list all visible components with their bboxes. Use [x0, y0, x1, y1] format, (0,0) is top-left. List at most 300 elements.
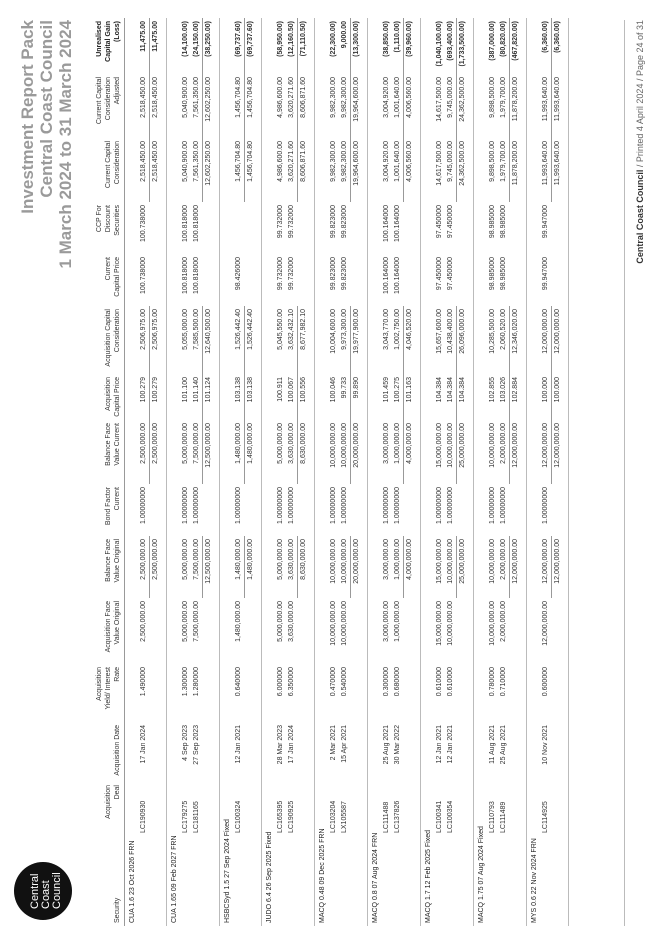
- table-cell: [434, 836, 445, 926]
- table-cell: 4,986,600.00: [277, 77, 284, 118]
- table-cell: 11,475.00: [150, 18, 165, 74]
- table-cell: 1.00000000: [182, 487, 189, 524]
- security-group-row: [167, 18, 181, 926]
- table-cell: [351, 782, 366, 836]
- table-cell: 15 Apr 2021: [341, 725, 348, 763]
- table-cell: 5,000,000.00: [277, 423, 284, 464]
- table-cell: 5,040,900.00: [182, 141, 189, 182]
- security-total-row: [351, 18, 366, 926]
- table-cell: [167, 18, 181, 74]
- table-cell: 9,898,500.00: [489, 141, 496, 182]
- table-cell: [203, 202, 218, 254]
- table-cell: [566, 74, 569, 138]
- deal-row: [138, 18, 150, 926]
- table-cell: 97.450000: [436, 257, 443, 291]
- table-cell: 11,878,200.00: [510, 74, 525, 138]
- table-cell: 19,964,600.00: [351, 138, 366, 202]
- table-cell: [368, 254, 382, 306]
- table-cell: [298, 484, 313, 536]
- table-cell: [351, 722, 366, 782]
- table-cell: [421, 74, 435, 138]
- table-cell: 8,630,000.00: [298, 536, 313, 598]
- securities-table: [95, 18, 569, 926]
- table-cell: [552, 836, 567, 926]
- table-cell: [262, 598, 276, 664]
- security-total-row: [404, 18, 419, 926]
- table-cell: 1,000,000.00: [394, 423, 401, 464]
- table-cell: [262, 18, 276, 74]
- table-cell: 100.000: [542, 377, 549, 403]
- table-cell: 2,500,000.00: [140, 539, 147, 580]
- table-cell: [510, 664, 525, 722]
- table-cell: [167, 306, 181, 374]
- table-cell: 10,000,000.00: [447, 423, 454, 468]
- table-cell: (58,950.00): [277, 21, 284, 57]
- table-cell: 101.124: [203, 374, 218, 420]
- security-name: MACQ 1.75 07 Aug 2024 Fixed: [478, 826, 485, 923]
- table-cell: 101.163: [404, 374, 419, 420]
- table-cell: 2,000,000.00: [500, 601, 507, 642]
- table-cell: 4,006,560.00: [404, 74, 419, 138]
- table-cell: 10 Nov 2021: [542, 725, 549, 765]
- table-cell: LC190930: [140, 800, 147, 833]
- security-name: HSBCSyd 1.5 27 Sep 2024 Fixed: [224, 819, 231, 923]
- table-cell: [315, 664, 329, 722]
- table-cell: [510, 722, 525, 782]
- security-group-row: [474, 18, 488, 926]
- table-cell: [368, 138, 382, 202]
- table-cell: [245, 598, 260, 664]
- column-header: Acquisition Yield/ Interest Rate: [95, 664, 125, 722]
- table-cell: 10,000,000.00: [341, 601, 348, 646]
- column-header: Current Capital Consideration Adjusted: [95, 74, 125, 138]
- table-cell: [262, 74, 276, 138]
- table-cell: 30 Mar 2022: [394, 725, 401, 765]
- deal-row: [381, 18, 392, 926]
- table-cell: [474, 664, 488, 722]
- table-cell: [368, 18, 382, 74]
- table-cell: [474, 306, 488, 374]
- security-name: MACQ 0.48 09 Dec 2025 FRN: [319, 828, 326, 923]
- table-cell: [167, 664, 181, 722]
- security-name: JUDO 6.4 26 Sep 2025 Fixed: [266, 831, 273, 923]
- table-cell: 1.00000000: [447, 487, 454, 524]
- table-cell: 1.490000: [140, 667, 147, 697]
- table-cell: 1.00000000: [140, 487, 147, 524]
- table-cell: [421, 484, 435, 536]
- table-cell: [368, 306, 382, 374]
- column-header: Current Capital Price: [95, 254, 125, 306]
- table-cell: [421, 598, 435, 664]
- table-cell: 100.164000: [394, 205, 401, 242]
- table-cell: [138, 836, 150, 926]
- table-cell: 100.818000: [182, 257, 189, 294]
- table-cell: [315, 202, 329, 254]
- deal-row: [233, 18, 245, 926]
- table-cell: 1,000,000.00: [394, 601, 401, 642]
- table-cell: [167, 484, 181, 536]
- table-cell: 100.279: [140, 377, 147, 403]
- table-cell: 2,518,450.00: [150, 138, 165, 202]
- table-cell: 4,006,560.00: [404, 138, 419, 202]
- table-cell: 102.855: [489, 377, 496, 403]
- table-cell: 10,000,000.00: [330, 601, 337, 646]
- table-cell: 1.300000: [182, 667, 189, 697]
- security-group-row: [125, 18, 139, 926]
- table-cell: 2,000,000.00: [500, 539, 507, 580]
- table-cell: 2,500,000.00: [140, 601, 147, 642]
- table-cell: [167, 74, 181, 138]
- table-cell: (6,360.00): [542, 21, 549, 53]
- table-cell: 100.000: [552, 374, 567, 420]
- table-cell: [203, 836, 218, 926]
- table-cell: 0.610000: [436, 667, 443, 697]
- table-cell: 99.947000: [542, 205, 549, 239]
- table-cell: 10,000,000.00: [330, 423, 337, 468]
- table-cell: 103.138: [245, 374, 260, 420]
- table-cell: [220, 374, 234, 420]
- table-cell: [566, 18, 569, 74]
- footer-divider: [624, 20, 625, 926]
- table-cell: 15,657,600.00: [436, 309, 443, 354]
- table-cell: 1.00000000: [394, 487, 401, 524]
- table-cell: 11,993,640.00: [552, 138, 567, 202]
- table-cell: LC100354: [447, 800, 454, 833]
- table-cell: 0.680000: [394, 667, 401, 697]
- deal-row: [487, 18, 498, 926]
- logo-word-2: Coast: [40, 880, 52, 909]
- table-cell: 99.890: [351, 374, 366, 420]
- security-total-row: [245, 18, 260, 926]
- table-cell: 2,518,450.00: [150, 74, 165, 138]
- table-cell: (24,150.00): [193, 21, 200, 57]
- table-cell: 25,000,000.00: [457, 536, 472, 598]
- table-cell: [167, 536, 181, 598]
- table-cell: 12 Jan 2021: [436, 725, 443, 764]
- table-cell: (71,110.50): [298, 18, 313, 74]
- table-cell: [368, 74, 382, 138]
- table-cell: 3,630,000.00: [288, 601, 295, 642]
- table-cell: [421, 138, 435, 202]
- security-total-row: [150, 18, 165, 926]
- table-cell: 14,617,500.00: [436, 141, 443, 186]
- table-cell: 0.610000: [447, 667, 454, 697]
- table-cell: 12,000,000.00: [510, 536, 525, 598]
- table-cell: [167, 420, 181, 484]
- table-cell: (80,820.00): [500, 21, 507, 57]
- table-cell: 100.556: [298, 374, 313, 420]
- table-cell: [220, 254, 234, 306]
- footer-organisation: Central Coast Council: [635, 169, 645, 264]
- table-cell: 5,000,000.00: [277, 601, 284, 642]
- table-cell: 2,500,000.00: [140, 423, 147, 464]
- table-cell: 99.823000: [330, 205, 337, 239]
- deal-row: [328, 18, 339, 926]
- table-cell: [404, 598, 419, 664]
- table-cell: 1,526,442.40: [245, 306, 260, 374]
- table-cell: (38,250.00): [203, 18, 218, 74]
- table-cell: (13,300.00): [351, 18, 366, 74]
- table-cell: [566, 374, 569, 420]
- table-cell: (1,733,500.00): [457, 18, 472, 74]
- security-total-row: [510, 18, 525, 926]
- table-cell: [566, 202, 569, 254]
- section-divider: [566, 18, 569, 926]
- table-cell: 2,000,000.00: [500, 423, 507, 464]
- table-cell: [191, 836, 203, 926]
- table-cell: 28 Mar 2023: [277, 725, 284, 765]
- table-cell: [474, 18, 488, 74]
- table-cell: [315, 74, 329, 138]
- table-cell: [203, 254, 218, 306]
- table-cell: 99.947000: [542, 257, 549, 291]
- table-cell: 1,979,700.00: [500, 141, 507, 182]
- table-cell: 24,362,500.00: [457, 74, 472, 138]
- table-cell: 7,500,000.00: [193, 601, 200, 642]
- report-organisation: Central Coast Council: [37, 20, 56, 198]
- table-cell: 10,004,600.00: [330, 309, 337, 354]
- table-cell: 25 Aug 2021: [500, 725, 507, 765]
- table-cell: 9,000.00: [341, 21, 348, 49]
- table-cell: [552, 484, 567, 536]
- table-cell: 1,000,000.00: [394, 539, 401, 580]
- table-header-row: [95, 18, 125, 926]
- table-cell: [368, 536, 382, 598]
- table-cell: [298, 598, 313, 664]
- table-cell: [315, 420, 329, 484]
- table-cell: 3,630,000.00: [288, 539, 295, 580]
- column-header: Acquisition Capital Consideration: [95, 306, 125, 374]
- table-cell: 3,632,432.10: [288, 309, 295, 350]
- table-cell: [510, 782, 525, 836]
- table-cell: 12,640,500.00: [203, 306, 218, 374]
- table-cell: [315, 536, 329, 598]
- table-cell: [167, 254, 181, 306]
- table-cell: 4,000,000.00: [404, 536, 419, 598]
- table-cell: [510, 202, 525, 254]
- table-cell: [474, 536, 488, 598]
- table-cell: [220, 598, 234, 664]
- column-header: Current Capital Consideration: [95, 138, 125, 202]
- security-total-row: [203, 18, 218, 926]
- deal-row: [286, 18, 298, 926]
- table-cell: 7,500,000.00: [193, 423, 200, 464]
- table-cell: 104.384: [447, 377, 454, 403]
- security-name: MACQ 1.7 12 Feb 2025 Fixed: [425, 830, 432, 923]
- table-cell: 102.884: [510, 374, 525, 420]
- table-cell: 19,964,600.00: [351, 74, 366, 138]
- table-cell: [527, 598, 541, 664]
- table-cell: 12 Jan 2021: [447, 725, 454, 764]
- table-cell: 24,362,500.00: [457, 138, 472, 202]
- table-cell: 12,000,000.00: [510, 420, 525, 484]
- footer-print-info: / Printed 4 April 2024 / Page 24 of 31: [635, 20, 645, 170]
- table-cell: LC110793: [489, 801, 496, 833]
- table-cell: 1,001,640.00: [394, 77, 401, 118]
- table-cell: [220, 420, 234, 484]
- table-cell: 1.280000: [193, 667, 200, 697]
- table-cell: [404, 836, 419, 926]
- table-cell: 5,000,000.00: [182, 423, 189, 464]
- table-cell: 97.450000: [436, 205, 443, 239]
- table-cell: 3,043,770.00: [383, 309, 390, 350]
- table-cell: [262, 484, 276, 536]
- deal-row: [191, 18, 203, 926]
- table-cell: 1.00000000: [542, 487, 549, 524]
- table-cell: 1,456,704.80: [245, 138, 260, 202]
- table-cell: 100.067: [288, 377, 295, 403]
- table-cell: 10,000,000.00: [447, 601, 454, 646]
- table-cell: 4,986,600.00: [277, 141, 284, 182]
- table-cell: 7,585,500.00: [193, 309, 200, 350]
- table-cell: 10,000,000.00: [489, 539, 496, 584]
- table-cell: [474, 74, 488, 138]
- table-cell: [245, 202, 260, 254]
- table-cell: [150, 202, 165, 254]
- table-cell: 1.00000000: [235, 487, 242, 524]
- table-cell: [315, 254, 329, 306]
- table-cell: 98.985000: [500, 257, 507, 291]
- table-cell: 1,002,750.00: [394, 309, 401, 350]
- table-cell: [498, 836, 510, 926]
- table-cell: 12,602,250.00: [203, 74, 218, 138]
- table-cell: 11,993,640.00: [542, 141, 549, 186]
- deal-row: [540, 18, 552, 926]
- table-cell: 12,602,250.00: [203, 138, 218, 202]
- table-cell: [552, 664, 567, 722]
- table-cell: 12,000,000.00: [542, 539, 549, 584]
- table-cell: 2,500,000.00: [150, 420, 165, 484]
- table-cell: [220, 18, 234, 74]
- table-cell: [220, 484, 234, 536]
- table-cell: 17 Jan 2024: [140, 725, 147, 764]
- table-cell: [275, 836, 286, 926]
- table-cell: LX105587: [341, 801, 348, 833]
- table-cell: [339, 836, 351, 926]
- table-cell: [315, 374, 329, 420]
- table-cell: [457, 254, 472, 306]
- table-cell: 7,561,350.00: [193, 141, 200, 182]
- table-cell: 12 Jan 2021: [235, 725, 242, 764]
- table-cell: 1,456,704.80: [245, 74, 260, 138]
- table-cell: [474, 374, 488, 420]
- table-cell: 1.00000000: [436, 487, 443, 524]
- table-cell: 8,677,982.10: [298, 306, 313, 374]
- table-cell: [566, 598, 569, 664]
- table-cell: [203, 782, 218, 836]
- table-cell: [233, 836, 245, 926]
- table-cell: 3,000,000.00: [383, 601, 390, 642]
- table-cell: [566, 420, 569, 484]
- table-cell: 11,993,640.00: [552, 74, 567, 138]
- table-cell: 1.00000000: [193, 487, 200, 524]
- report-header: [18, 20, 75, 269]
- table-cell: 0.540000: [341, 667, 348, 697]
- table-cell: (14,100.00): [182, 21, 189, 57]
- table-cell: LC100341: [436, 800, 443, 833]
- table-cell: [527, 202, 541, 254]
- table-cell: 6.000000: [277, 667, 284, 697]
- table-cell: 98.985000: [489, 257, 496, 291]
- table-cell: 1,001,640.00: [394, 141, 401, 182]
- table-cell: 1.00000000: [330, 487, 337, 524]
- table-cell: [368, 202, 382, 254]
- deal-row: [275, 18, 286, 926]
- table-cell: [245, 782, 260, 836]
- table-cell: [381, 836, 392, 926]
- table-cell: 9,973,300.00: [341, 309, 348, 350]
- table-cell: [167, 598, 181, 664]
- table-cell: 4 Sep 2023: [182, 725, 189, 761]
- table-cell: [245, 836, 260, 926]
- table-cell: 7,500,000.00: [193, 539, 200, 580]
- table-cell: [125, 536, 139, 598]
- table-cell: (39,960.00): [404, 18, 419, 74]
- deal-row: [434, 18, 445, 926]
- table-cell: [315, 138, 329, 202]
- table-cell: [552, 782, 567, 836]
- table-cell: 8,606,871.60: [298, 74, 313, 138]
- table-cell: 1,480,000.00: [235, 423, 242, 464]
- security-group-row: [220, 18, 234, 926]
- table-cell: [474, 138, 488, 202]
- table-cell: [180, 836, 191, 926]
- table-cell: (69,737.60): [245, 18, 260, 74]
- table-cell: 97.450000: [447, 205, 454, 239]
- table-cell: 1,480,000.00: [235, 601, 242, 642]
- table-cell: 1.00000000: [341, 487, 348, 524]
- table-cell: [245, 722, 260, 782]
- table-cell: [457, 782, 472, 836]
- table-cell: LC165395: [277, 800, 284, 833]
- table-cell: [421, 374, 435, 420]
- table-cell: (38,850.00): [383, 21, 390, 57]
- table-cell: [527, 254, 541, 306]
- table-cell: [527, 536, 541, 598]
- table-cell: 20,000,000.00: [351, 420, 366, 484]
- table-cell: 99.823000: [341, 205, 348, 239]
- table-cell: 9,745,000.00: [447, 141, 454, 182]
- table-cell: 100.818000: [193, 257, 200, 294]
- table-cell: 1.00000000: [383, 487, 390, 524]
- column-header: Security: [95, 836, 125, 926]
- table-cell: [527, 420, 541, 484]
- table-cell: [298, 202, 313, 254]
- table-cell: [527, 664, 541, 722]
- table-cell: 10,000,000.00: [341, 423, 348, 468]
- table-cell: 12,000,000.00: [552, 536, 567, 598]
- table-cell: [421, 420, 435, 484]
- table-cell: [510, 598, 525, 664]
- table-cell: 9,982,300.00: [330, 141, 337, 182]
- report-title: Investment Report Pack: [18, 20, 37, 214]
- table-cell: 1,480,000.00: [235, 539, 242, 580]
- table-cell: [510, 254, 525, 306]
- table-cell: [150, 598, 165, 664]
- security-name: MYS 0.6 22 Nov 2024 FRN: [531, 838, 538, 923]
- table-cell: [457, 664, 472, 722]
- table-cell: 5,045,550.00: [277, 309, 284, 350]
- table-cell: [150, 782, 165, 836]
- table-cell: 101.140: [193, 377, 200, 403]
- table-cell: 100.911: [277, 377, 284, 402]
- table-cell: [150, 664, 165, 722]
- table-cell: [527, 306, 541, 374]
- table-cell: 12,000,000.00: [542, 309, 549, 354]
- table-cell: [298, 664, 313, 722]
- table-cell: 12,000,000.00: [542, 601, 549, 646]
- table-cell: [540, 836, 552, 926]
